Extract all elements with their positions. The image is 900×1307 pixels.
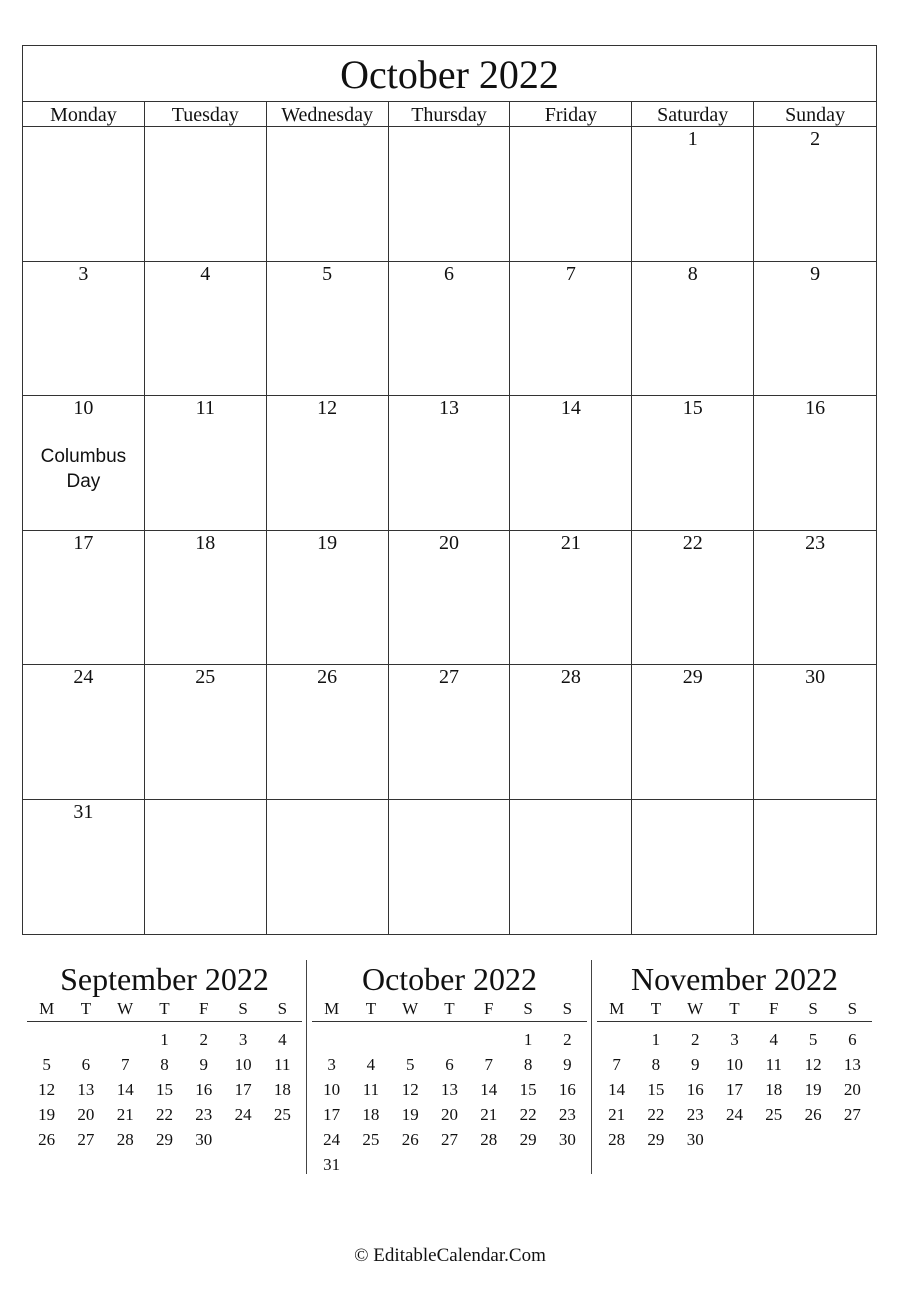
day-number: 8 [687,262,698,285]
mini-day-number [351,1152,390,1177]
mini-day-number: 19 [804,1080,822,1099]
day-number: 12 [317,397,338,419]
weekday-label: Friday [510,102,632,129]
mini-weekday-label: S [847,999,858,1018]
mini-day-number: 24 [323,1130,341,1149]
mini-calendar-september [27,960,302,1152]
mini-day-number: 11 [362,1080,380,1099]
mini-day-number: 15 [647,1080,665,1099]
mini-day-number: 10 [234,1055,252,1074]
mini-day-number: 29 [647,1130,665,1149]
mini-day-number: 17 [234,1080,252,1099]
day-number: 13 [438,397,459,419]
mini-day-number: 9 [563,1055,572,1074]
day-cell [145,396,267,531]
mini-day-number: 6 [445,1055,454,1074]
day-cell [389,531,511,666]
mini-day-number: 17 [323,1105,341,1124]
mini-day-number: 15 [519,1080,537,1099]
copyright-footer: © EditableCalendar.Com [354,1245,546,1266]
mini-weekday-label: F [199,999,209,1018]
mini-day-number: 10 [725,1055,743,1074]
mini-day-number: 3 [730,1030,739,1049]
day-cell [23,800,145,935]
mini-days-grid [27,1027,302,1152]
day-cell [632,396,754,531]
mini-day-number: 27 [440,1130,458,1149]
mini-day-number: 2 [563,1030,572,1049]
day-cell [510,396,632,531]
day-cell [23,665,145,800]
mini-day-number: 7 [120,1055,130,1074]
mini-day-number: 6 [848,1030,857,1049]
mini-day-number: 2 [199,1030,209,1049]
mini-weekday-label: T [80,999,92,1018]
mini-day-number: 24 [725,1105,743,1124]
mini-month-title: November 2022 [630,961,839,997]
day-cell [145,531,267,666]
day-cell [510,800,632,935]
mini-day-number: 23 [558,1105,576,1124]
mini-day-number: 11 [274,1055,291,1074]
mini-weekday-label: S [808,999,818,1018]
mini-weekday-label: S [238,999,248,1018]
mini-day-number: 14 [480,1080,498,1099]
mini-day-number: 5 [808,1030,818,1049]
mini-day-number: 9 [199,1055,209,1074]
day-number: 1 [687,128,698,150]
weekday-label: Sunday [785,104,846,126]
mini-day-number: 30 [558,1130,576,1149]
mini-day-number: 25 [362,1130,380,1149]
mini-day-number: 30 [686,1130,704,1149]
day-number: 20 [438,531,459,554]
mini-day-number: 21 [608,1105,626,1124]
mini-weekday-label: S [523,999,533,1018]
holiday-label: Columbus Day [40,446,127,492]
mini-day-number [391,1027,430,1052]
mini-day-number: 30 [195,1130,213,1149]
day-number: 28 [560,666,581,688]
day-number: 29 [682,666,703,688]
mini-day-number: 16 [686,1080,704,1099]
mini-day-number [754,1127,793,1152]
day-number: 2 [810,128,821,150]
mini-day-number: 31 [323,1155,341,1174]
mini-weekday-label: T [444,999,455,1018]
mini-weekday-label: F [484,999,494,1018]
mini-day-number: 29 [155,1130,173,1149]
mini-day-number [223,1127,262,1152]
mini-day-number: 9 [690,1055,700,1074]
day-number: 19 [317,531,338,554]
mini-day-number: 18 [765,1080,783,1099]
day-number: 17 [73,531,94,554]
day-cell [267,665,389,800]
weekday-label: Monday [23,102,145,129]
day-number: 11 [195,397,215,419]
mini-calendars [22,960,877,1175]
mini-day-number: 25 [273,1105,291,1124]
mini-weekday-label: W [402,999,419,1018]
mini-day-number [715,1127,754,1152]
day-cell [23,262,145,397]
mini-day-number: 6 [81,1055,91,1074]
mini-day-number: 26 [804,1105,822,1124]
mini-day-number [793,1127,832,1152]
day-cell [510,262,632,397]
day-cell [754,262,876,397]
mini-weekday-label: M [324,999,340,1018]
mini-weekday-label: W [687,999,704,1018]
mini-weekday-header [597,998,872,1022]
mini-weekday-label: M [609,999,625,1018]
day-cell [389,262,511,397]
mini-day-number [263,1127,302,1152]
mini-divider [306,960,307,1174]
day-cell [389,665,511,800]
mini-day-number [430,1152,469,1177]
mini-day-number: 14 [608,1080,626,1099]
day-cell [267,127,389,262]
mini-day-number: 8 [523,1055,533,1074]
mini-weekday-label: F [769,999,779,1018]
day-number: 30 [805,666,826,688]
day-cell [632,665,754,800]
day-number: 4 [200,262,211,285]
main-calendar [22,45,877,935]
mini-day-number: 19 [401,1105,419,1124]
day-cell [23,531,145,666]
mini-day-number: 16 [558,1080,576,1099]
mini-weekday-label: T [365,999,377,1018]
day-cell [754,531,876,666]
day-cell [389,396,511,531]
mini-day-number [66,1027,105,1052]
day-cell [754,127,876,262]
mini-day-number: 1 [523,1030,533,1049]
mini-day-number [469,1152,508,1177]
mini-day-number: 19 [38,1105,56,1124]
mini-day-number: 18 [273,1080,291,1099]
day-cell [145,127,267,262]
day-number: 9 [810,262,821,285]
weekday-header-row [23,102,876,127]
day-cell [389,800,511,935]
mini-weekday-label: T [650,999,662,1018]
mini-day-number [312,1027,351,1052]
mini-days-grid [597,1027,872,1152]
day-cell [389,127,511,262]
day-cell [510,665,632,800]
mini-day-number: 8 [160,1055,169,1074]
day-number: 10 [73,397,94,419]
weekday-label: Wednesday [267,102,389,129]
day-number: 27 [438,666,459,688]
mini-day-number: 13 [440,1080,458,1099]
mini-month-title: October 2022 [361,961,538,997]
day-cell [632,127,754,262]
day-cell [267,800,389,935]
mini-day-number [469,1027,508,1052]
mini-day-number: 20 [440,1105,458,1124]
mini-day-number: 24 [234,1105,252,1124]
mini-day-number: 2 [690,1030,700,1049]
mini-day-number: 23 [195,1105,213,1124]
day-number: 24 [73,666,94,688]
mini-day-number [391,1152,430,1177]
day-cell [754,800,876,935]
mini-day-number: 4 [278,1030,287,1049]
mini-day-number: 12 [38,1080,56,1099]
day-cell [632,262,754,397]
mini-day-number: 22 [519,1105,537,1124]
mini-weekday-label: T [729,999,740,1018]
mini-day-number: 22 [155,1105,173,1124]
mini-day-number: 13 [843,1055,861,1074]
day-number: 22 [682,531,703,554]
day-number: 7 [565,262,576,285]
day-cell [267,531,389,666]
day-number: 3 [78,262,89,285]
mini-weekday-header [312,998,587,1022]
mini-day-number [27,1027,66,1052]
day-number: 31 [73,800,94,823]
calendar-grid [23,127,876,934]
mini-day-number [833,1127,872,1152]
day-cell [510,531,632,666]
mini-days-grid [312,1027,587,1177]
mini-day-number: 22 [647,1105,665,1124]
mini-day-number: 5 [405,1055,415,1074]
mini-day-number [430,1027,469,1052]
mini-day-number: 25 [765,1105,783,1124]
day-cell [145,800,267,935]
mini-day-number: 16 [195,1080,213,1099]
mini-calendar-october [312,960,587,1177]
mini-weekday-label: T [159,999,170,1018]
mini-day-number: 14 [116,1080,134,1099]
weekday-label: Thursday [389,102,511,129]
mini-day-number: 28 [116,1130,134,1149]
day-number: 25 [195,666,216,688]
mini-day-number: 20 [843,1080,861,1099]
mini-day-number: 27 [77,1130,95,1149]
month-title: October 2022 [23,46,876,102]
mini-day-number: 21 [480,1105,498,1124]
mini-day-number: 28 [480,1130,498,1149]
day-number: 5 [322,262,333,285]
day-cell [267,396,389,531]
mini-day-number: 21 [116,1105,134,1124]
mini-divider [591,960,592,1174]
mini-day-number: 7 [484,1055,494,1074]
mini-day-number: 7 [612,1055,621,1074]
day-number: 6 [443,262,454,285]
mini-day-number: 12 [804,1055,822,1074]
mini-weekday-header [27,998,302,1022]
day-number: 14 [560,397,581,419]
mini-month-title: September 2022 [60,961,269,997]
mini-day-number: 3 [238,1030,248,1049]
weekday-label: Tuesday [145,102,267,129]
mini-day-number: 26 [401,1130,419,1149]
day-cell [632,800,754,935]
day-number: 26 [317,666,338,688]
day-cell [145,665,267,800]
mini-day-number: 26 [38,1130,56,1149]
day-number: 16 [805,397,826,419]
day-number: 15 [682,397,703,419]
mini-day-number: 8 [651,1055,661,1074]
day-number: 21 [560,531,581,554]
day-cell [632,531,754,666]
mini-calendar-november [597,960,872,1152]
mini-day-number: 4 [769,1030,779,1049]
day-number: 18 [195,531,216,554]
mini-day-number [106,1027,145,1052]
mini-day-number: 15 [155,1080,173,1099]
mini-weekday-label: S [562,999,573,1018]
weekday-label: Saturday [632,102,754,129]
mini-day-number: 1 [160,1030,169,1049]
day-cell [23,396,145,531]
day-cell [754,396,876,531]
mini-day-number: 12 [401,1080,419,1099]
mini-day-number: 17 [725,1080,743,1099]
mini-day-number: 5 [42,1055,51,1074]
day-cell [267,262,389,397]
mini-day-number: 3 [327,1055,336,1074]
day-cell [145,262,267,397]
day-cell [510,127,632,262]
mini-day-number [508,1152,547,1177]
day-number: 23 [805,531,826,554]
mini-day-number: 18 [362,1105,380,1124]
mini-day-number [548,1152,587,1177]
mini-day-number: 10 [323,1080,341,1099]
mini-weekday-label: M [39,999,55,1018]
mini-day-number: 11 [765,1055,782,1074]
mini-weekday-label: S [277,999,288,1018]
mini-day-number [351,1027,390,1052]
day-cell [23,127,145,262]
mini-weekday-label: W [117,999,134,1018]
mini-day-number: 1 [651,1030,661,1049]
mini-day-number: 29 [519,1130,537,1149]
mini-day-number: 28 [608,1130,626,1149]
day-cell [754,665,876,800]
mini-day-number: 4 [366,1055,376,1074]
mini-day-number: 13 [77,1080,95,1099]
mini-day-number: 20 [77,1105,95,1124]
mini-day-number [597,1027,636,1052]
mini-day-number: 23 [686,1105,704,1124]
mini-day-number: 27 [843,1105,861,1124]
